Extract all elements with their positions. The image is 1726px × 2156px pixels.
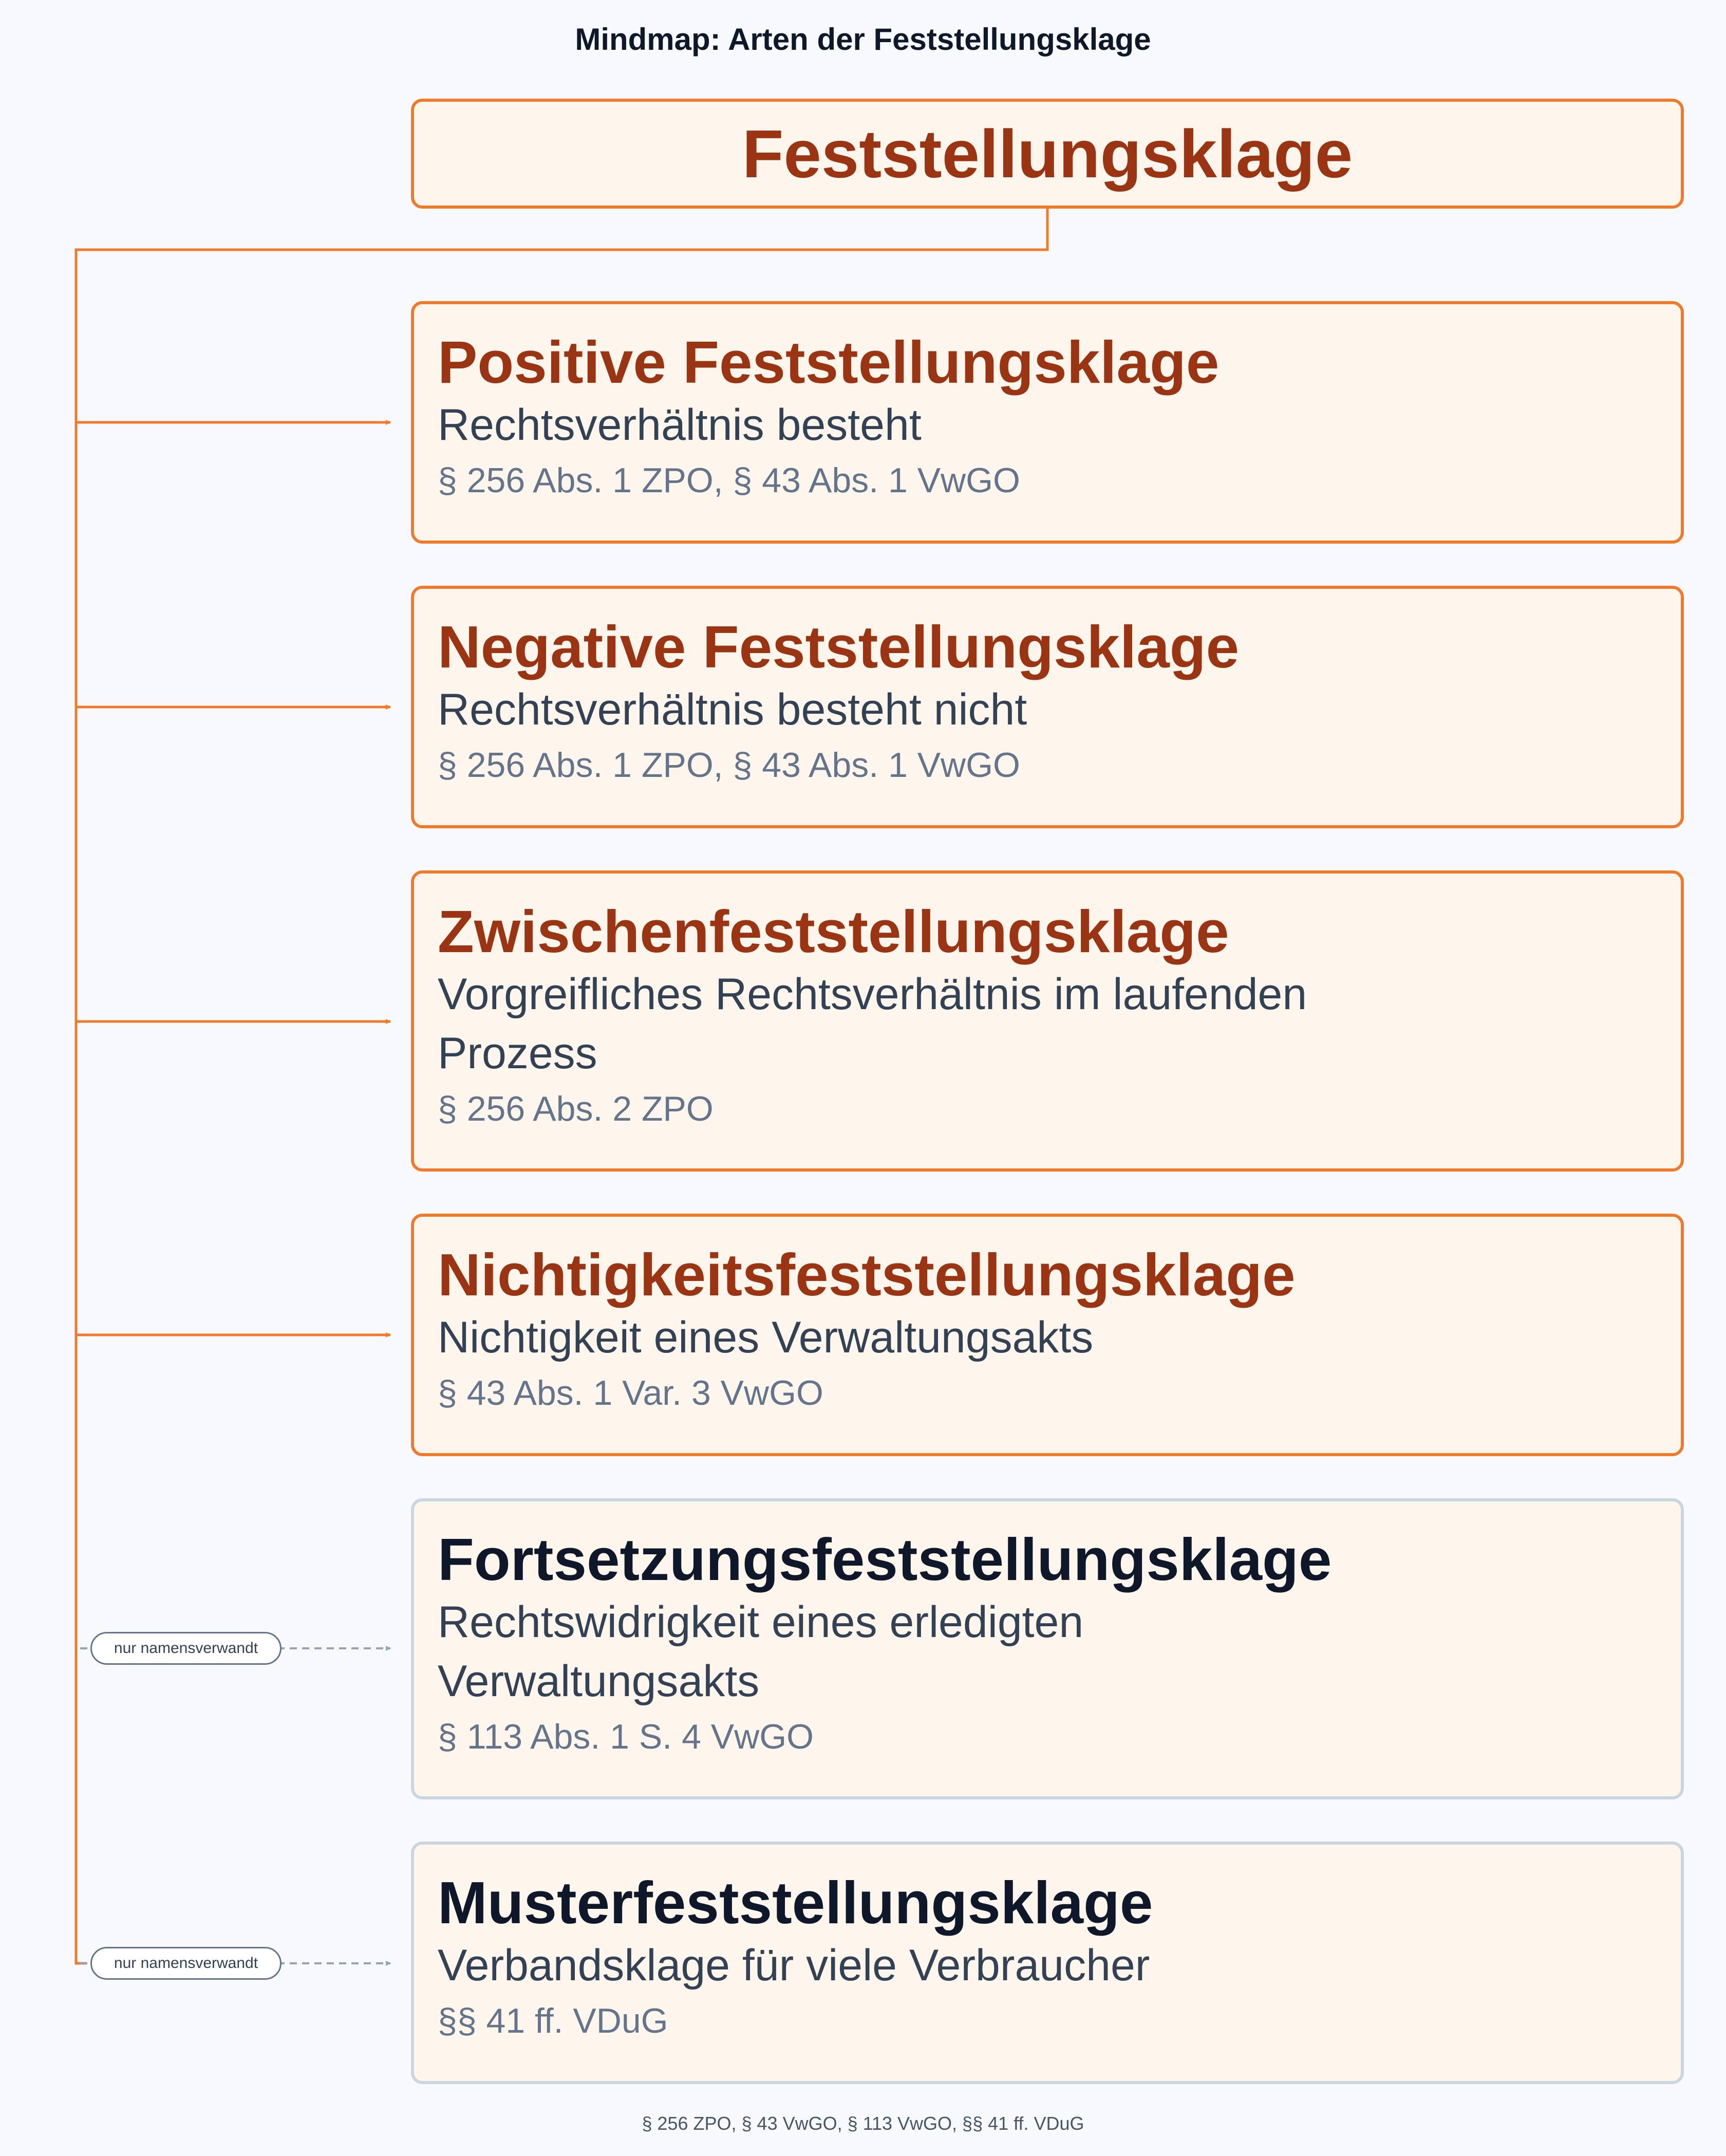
node-nichtigkeit (411, 1214, 1684, 1456)
node-negative (411, 586, 1684, 828)
node-description: Nichtigkeit eines Verwaltungsakts (438, 1313, 1094, 1362)
root-label: Feststellungsklage (742, 116, 1353, 192)
node-description: Vorgreifliches Rechtsverhältnis im laufenden Prozess (438, 970, 1307, 1078)
node-law-reference: §§ 41 ff. VDuG (438, 2001, 668, 2040)
node-description: Verbandsklage für viele Verbraucher (438, 1941, 1150, 1990)
node-title: Nichtigkeitsfeststellungsklage (438, 1241, 1296, 1308)
node-title: Fortsetzungsfeststellungsklage (438, 1526, 1332, 1593)
node-title: Zwischenfeststellungsklage (438, 898, 1229, 965)
node-law-reference: § 256 Abs. 2 ZPO (438, 1089, 714, 1128)
node-description: Rechtsverhältnis besteht nicht (438, 685, 1027, 734)
root-node (411, 99, 1684, 209)
diagram-title: Mindmap: Arten der Feststellungsklage (575, 22, 1151, 57)
edge-label-fortsetzung: nur namensverwandt (90, 1632, 282, 1665)
node-fortsetzung (411, 1498, 1684, 1799)
node-law-reference: § 43 Abs. 1 Var. 3 VwGO (438, 1373, 823, 1412)
node-title: Negative Feststellungsklage (438, 614, 1240, 680)
node-law-reference: § 256 Abs. 1 ZPO, § 43 Abs. 1 VwGO (438, 461, 1020, 500)
node-description: Rechtswidrigkeit eines erledigten Verwaltungsakts (438, 1597, 1084, 1706)
node-law-reference: § 113 Abs. 1 S. 4 VwGO (438, 1717, 814, 1756)
node-title: Positive Feststellungsklage (438, 329, 1220, 396)
node-description: Rechtsverhältnis besteht (438, 400, 922, 450)
edge-label-muster: nur namensverwandt (90, 1947, 282, 1980)
node-zwischen (411, 870, 1684, 1172)
node-title: Musterfeststellungsklage (438, 1869, 1153, 1936)
node-muster (411, 1842, 1684, 2084)
footer-sources: § 256 ZPO, § 43 VwGO, § 113 VwGO, §§ 41 ff. VDuG (642, 2113, 1084, 2134)
node-law-reference: § 256 Abs. 1 ZPO, § 43 Abs. 1 VwGO (438, 746, 1020, 785)
node-positive (411, 301, 1684, 544)
